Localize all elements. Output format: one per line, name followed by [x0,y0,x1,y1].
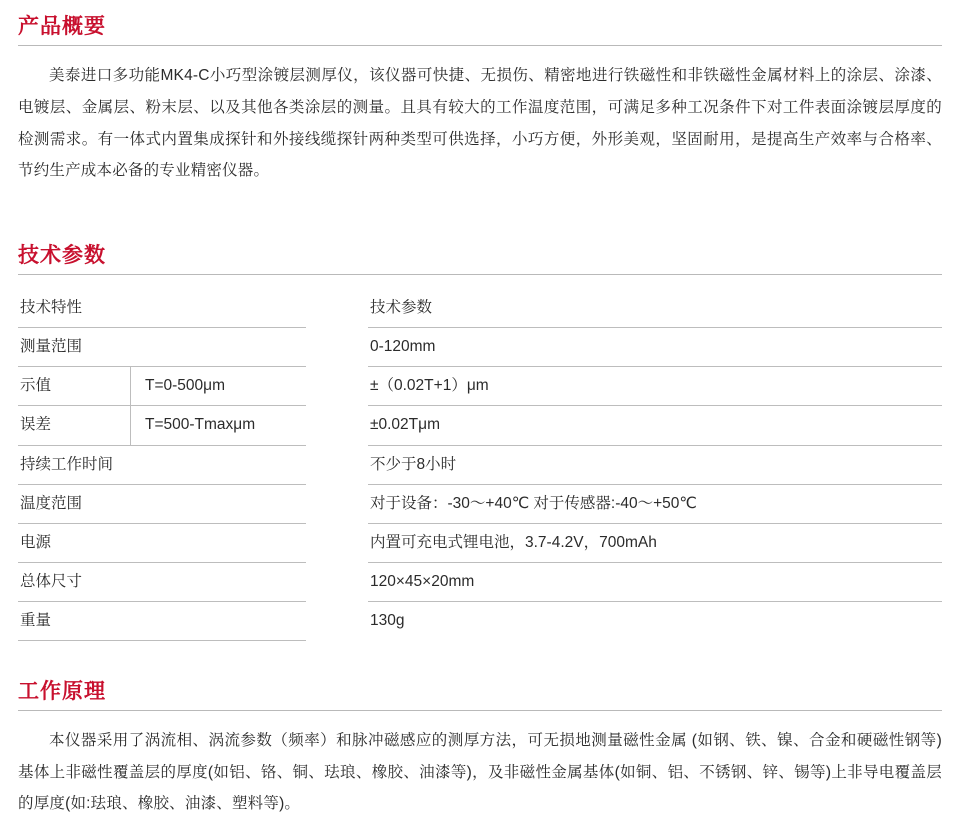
section-title-overview: 产品概要 [18,15,106,38]
spec-header-left: 技术特性 [18,289,306,328]
table-row [18,524,942,563]
spec-table [18,289,942,640]
spacer-after-overview [18,187,942,243]
spec-feature: 电源 [18,524,306,563]
overview-paragraph: 美泰进口多功能MK4-C小巧型涂镀层测厚仪，该仪器可快捷、无损伤、精密地进行铁磁性和非铁磁性金属材料上的涂层、涂漆、电镀层、金属层、粉末层、以及其他各类涂层的测量。且具有较大的工作温度范围，可满足多种工况条件下对工件表面涂镀层厚度的检测需求。有一体式内置集成探针和外接线缆探针两种类型可供选择，小巧方便，外形美观，坚固耐用，是提高生产效率与合格率、节约生产成本必备的专业精密仪器。 [18,67,942,180]
spec-header-right: 技术参数 [368,289,942,328]
table-row [18,328,942,367]
section-divider-specs [18,274,942,275]
spec-table-header [18,289,942,328]
spec-value: 对于设备：-30～+40℃ 对于传感器:-40～+50℃ [368,485,942,524]
spec-value: 不少于8小时 [368,446,942,485]
spec-feature: 测量范围 [18,328,306,367]
spec-value: 0-120mm [368,328,942,367]
spec-value: ±（0.02T+1）μm [368,367,942,406]
spec-column-gap [306,485,368,524]
spec-feature: 误差 [18,406,130,445]
spec-value: 120×45×20mm [368,563,942,602]
spec-subfeature: T=0-500μm [130,367,306,406]
spec-column-gap [306,524,368,563]
section-divider-principle [18,710,942,711]
spec-feature: 总体尺寸 [18,563,306,602]
section-title-principle: 工作原理 [18,679,106,703]
section-title-specs: 技术参数 [18,244,106,268]
table-row [18,406,942,445]
table-row [18,563,942,602]
spec-subfeature: T=500-Tmaxμm [130,406,306,445]
spec-feature: 持续工作时间 [18,446,306,485]
spec-value: 内置可充电式锂电池，3.7-4.2V，700mAh [368,524,942,563]
spec-column-gap [306,367,368,406]
principle-paragraph: 本仪器采用了涡流相、涡流参数（频率）和脉冲磁感应的测厚方法，可无损地测量磁性金属 (如钢、铁、镍、合金和硬磁性钢等) 基体上非磁性覆盖层的厚度(如铝、铬、铜、珐琅、橡胶、油漆等)，及非磁性金属基体(如铜、铝、不锈钢、锌、锡等)上非导电覆盖层的厚度(如:珐琅、橡胶、油漆、塑料等)。 [18,731,942,813]
table-row [18,485,942,524]
spec-value: ±0.02Tμm [368,406,942,445]
spec-column-gap [306,406,368,445]
spec-column-gap [306,328,368,367]
spec-column-gap [306,446,368,485]
spec-column-gap [306,289,368,328]
spec-feature: 示值 [18,367,130,406]
section-divider-overview [18,45,942,46]
spec-column-gap [306,602,368,641]
table-row [18,367,942,406]
spacer-after-specs [18,641,942,679]
spec-value: 130g [370,611,405,629]
spec-feature: 重量 [18,602,306,641]
table-row [18,446,942,485]
spec-column-gap [306,563,368,602]
table-row [18,602,942,641]
spec-feature: 温度范围 [18,485,306,524]
